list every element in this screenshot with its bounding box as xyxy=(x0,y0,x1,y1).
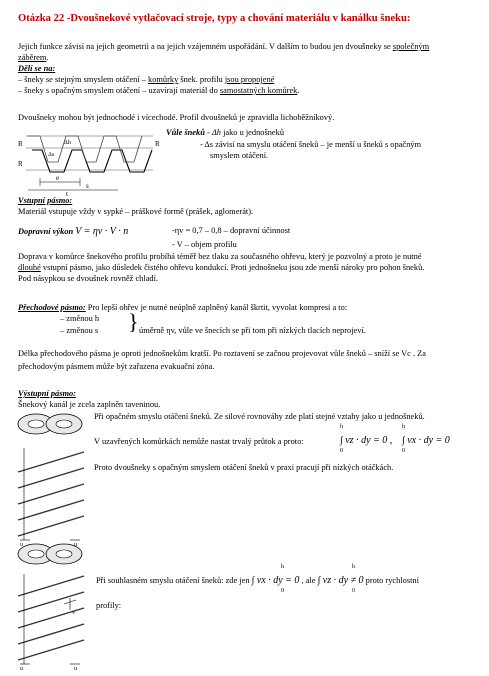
vstupni-para-2: dlouhé vstupní pásmo, jako důsledek čistého ohřevu kondukcí. Proti jednošneku jsou zde menší nároky pro pohon šneků. xyxy=(18,263,425,272)
proto-line: Proto dvoušneky s opačným smyslem otáčení šneků v praxi pracují při nízkých otáčkách. xyxy=(94,463,394,472)
corot-int-limit-top-2: h xyxy=(352,564,355,570)
opacny-line: Při opačném smyslu otáčení šneků. Ze silové rovnováhy zde platí stejné vztahy jako u jednošneků. xyxy=(94,412,425,421)
intro-line-1 xyxy=(18,41,429,52)
co-rotating-channel-figure xyxy=(14,570,88,670)
profile-line: Dvoušneky mohou být jednochodé i vícechodé. Profil dvoušneků je zpravidla lichoběžníkový. xyxy=(18,113,335,122)
corot-int-limit-top-1: h xyxy=(281,564,284,570)
intro-underlined-spolecnym: společným xyxy=(392,42,430,51)
integral-vx: ∫ vx · dy = 0 xyxy=(402,435,450,446)
int-limit-top-2: h xyxy=(402,424,405,430)
corot-int-limit-bottom-2: 0 xyxy=(352,588,355,594)
intro-underlined-zaberem: záběrem xyxy=(18,53,47,62)
fig-label-r2: R xyxy=(18,160,23,168)
screw-profile-figure xyxy=(18,126,168,196)
fig-label-r3: R xyxy=(155,140,160,148)
fig-label-t: t xyxy=(66,190,68,196)
ds-line-2: smyslem otáčení. xyxy=(210,151,269,160)
vstupni-para-1: Doprava v komůrce šnekového profilu probíhá téměř bez tlaku za současného ohřevu, který je pozvolný a proto je nutné xyxy=(18,252,422,261)
fig-label-r1: R xyxy=(18,140,23,148)
section-heading-vystupni: Výstupní pásmo: xyxy=(18,389,76,398)
counter-rotating-cross-section xyxy=(14,410,86,438)
brace-symbol: } xyxy=(128,309,139,334)
fig-label-as: Δs xyxy=(48,152,55,158)
eta-line: -ηv = 0,7 – 0,8 – dopravní účinnost xyxy=(172,226,291,235)
int-limit-bottom-2: 0 xyxy=(402,448,405,454)
integral-vz: ∫ vz · dy = 0 , xyxy=(340,435,393,446)
vule-line: Vůle šneků - Δh jako u jednošneků xyxy=(166,128,285,137)
division-item-1: – šneky se stejným smyslem otáčení – komůrky šnek. profilu jsou propojené xyxy=(18,75,275,84)
fig-label-s: s xyxy=(86,182,89,190)
prechodove-para-1: Délka přechodového pásma je oproti jednošnekům kratší. Po roztavení se začnou projevovat vůle šneků – sníží se Vc . Za xyxy=(18,349,427,358)
integral-vz-corot: ∫ vz · dy ≠ 0 xyxy=(317,575,364,586)
fig-label-u3: u xyxy=(20,666,23,670)
zmenou-s: – změnou s xyxy=(60,326,99,335)
page-title: Otázka 22 -Dvoušnekové vytlačovací stroje, typy a chování materiálu v kanálku šneku: xyxy=(18,13,411,24)
division-item-2: – šneky s opačným smyslem otáčení – uzavírají materiál do samostatných komůrek. xyxy=(18,86,300,95)
fig-label-u4: u xyxy=(74,666,77,670)
co-rotating-cross-section xyxy=(14,540,86,568)
vstupni-para-3: Pod násypkou se dvoušnek rovněž chladí. xyxy=(18,274,159,283)
section-heading-prechodove: Přechodové pásmo: xyxy=(18,303,86,312)
deli-heading: Dělí se na: xyxy=(18,64,56,73)
intro-text: Jejich funkce závisí na jejich geometrii a na jejich vzájemném uspořádání. V dalším to budou jen dvoušneky se xyxy=(18,42,391,51)
souhlasny-line: Při souhlasném smyslu otáčení šneků: zde jen ∫ vx · dy = 0 , ale ∫ vz · dy ≠ 0 proto rychlostní xyxy=(96,575,419,586)
vystupni-line-1: Šnekový kanál je zcela zaplněn taveninou. xyxy=(18,400,161,409)
fig-label-u1: u xyxy=(20,542,23,546)
integral-vx-corot: ∫ vx · dy = 0 xyxy=(251,575,300,586)
umerne-line: úměrně ηv, vůle ve šnecích se při tom při nízkých tlacích neprojeví. xyxy=(139,326,366,335)
komurky-line: V uzavřených komůrkách nemůže nastat trvalý průtok a proto: xyxy=(94,437,304,446)
int-limit-bottom-1: 0 xyxy=(340,448,343,454)
prechodove-line: Přechodové pásmo: Pro lepší ohřev je nutné neúplně zaplněný kanál škrtit, vyvolat kompresi a to: xyxy=(18,303,348,312)
fig-label-u2: u xyxy=(74,542,77,546)
profily-line: profily: xyxy=(96,601,122,610)
corot-int-limit-bottom-1: 0 xyxy=(281,588,284,594)
int-limit-top-1: h xyxy=(340,424,343,430)
objem-line: - V – objem profilu xyxy=(172,240,237,249)
intro-line-2: záběrem. xyxy=(18,53,49,62)
zmenou-h: – změnou h xyxy=(60,314,100,323)
counter-rotating-channel-figure xyxy=(14,444,88,546)
ds-line-1: - Δs závisí na smyslu otáčení šneků – je menší u šneků s opačným xyxy=(200,140,422,149)
fig-label-e: e xyxy=(56,174,60,182)
prechodove-para-2: přechodovým pásmem může být zařazena evakuační zóna. xyxy=(18,362,215,371)
section-heading-vstupni: Vstupní pásmo: xyxy=(18,196,73,205)
fig-label-v: v xyxy=(72,610,75,616)
vstupni-line-1: Materiál vstupuje vždy v sypké – práškové formě (prášek, aglomerát). xyxy=(18,207,254,216)
dopravni-formula: V = ηv · V · n xyxy=(75,226,129,237)
dopravni-vykon-line: Dopravní výkon V = ηv · V · n xyxy=(18,226,129,237)
fig-label-ah: Δh xyxy=(64,140,71,146)
